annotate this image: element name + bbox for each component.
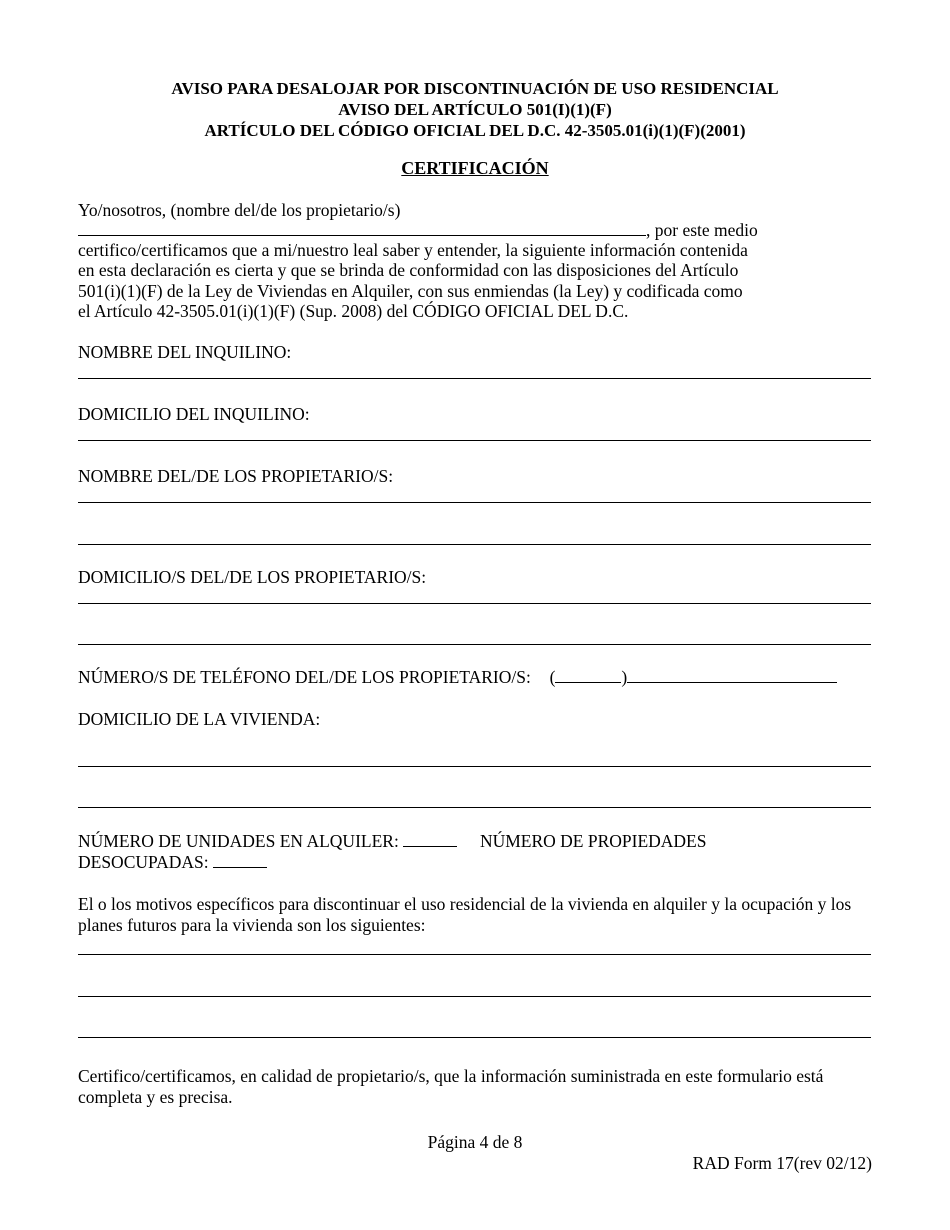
vacant-properties-label-2: DESOCUPADAS: [78, 852, 209, 872]
vacant-properties-label: NÚMERO DE PROPIEDADES [479, 831, 707, 851]
rental-units-label: NÚMERO DE UNIDADES EN ALQUILER: [78, 831, 399, 851]
owner-phone-row [78, 667, 837, 688]
reasons-input-1[interactable] [78, 954, 871, 955]
page-number: Página 4 de 8 [427, 1132, 523, 1152]
certification-title: CERTIFICACIÓN [401, 158, 549, 178]
housing-address-label: DOMICILIO DE LA VIVIENDA: [78, 709, 321, 729]
owner-phone-label: NÚMERO/S DE TELÉFONO DEL/DE LOS PROPIETARIO/S: [78, 667, 531, 687]
certification-body-line1: certifico/certificamos que a mi/nuestro leal saber y entender, la siguiente información contenida [78, 240, 748, 260]
closing-certification-text: Certifico/certificamos, en calidad de propietario/s, que la información suministrada en este formulario está completa y es precisa. [78, 1066, 824, 1107]
owner-phone-number-input[interactable] [627, 668, 837, 683]
housing-address-input-2[interactable] [78, 807, 871, 808]
form-identifier: RAD Form 17(rev 02/12) [692, 1153, 872, 1173]
header-title-line2: AVISO DEL ARTÍCULO 501(I)(1)(F) [338, 100, 612, 119]
owner-name-input-1[interactable] [78, 502, 871, 503]
owner-name-intro-label: Yo/nosotros, (nombre del/de los propietario/s) [78, 200, 401, 220]
tenant-address-label: DOMICILIO DEL INQUILINO: [78, 404, 310, 424]
rental-units-input[interactable] [403, 832, 457, 847]
rental-units-row [78, 831, 706, 852]
owner-name-input-2[interactable] [78, 544, 871, 545]
area-code-open: ( [549, 667, 556, 687]
housing-address-input-1[interactable] [78, 766, 871, 767]
owner-name-intro-input[interactable] [78, 221, 646, 236]
reasons-input-3[interactable] [78, 1037, 871, 1038]
tenant-name-input[interactable] [78, 378, 871, 379]
vacant-properties-row [78, 852, 267, 873]
vacant-properties-input[interactable] [213, 853, 267, 868]
reasons-text: El o los motivos específicos para discontinuar el uso residencial de la vivienda en alquiler y la ocupación y los planes futuros para la vivienda son los siguientes: [78, 894, 852, 935]
owner-address-input-1[interactable] [78, 603, 871, 604]
owner-phone-area-code-input[interactable] [555, 668, 621, 683]
reasons-input-2[interactable] [78, 996, 871, 997]
owner-name-label: NOMBRE DEL/DE LOS PROPIETARIO/S: [78, 466, 394, 486]
owner-name-intro-line [78, 220, 758, 241]
header-title-line3: ARTÍCULO DEL CÓDIGO OFICIAL DEL D.C. 42-3505.01(i)(1)(F)(2001) [204, 121, 746, 140]
certification-body-line3: 501(i)(1)(F) de la Ley de Viviendas en Alquiler, con sus enmiendas (la Ley) y codificada como [78, 281, 743, 301]
header-title-line1: AVISO PARA DESALOJAR POR DISCONTINUACIÓN DE USO RESIDENCIAL [171, 79, 779, 98]
tenant-address-input[interactable] [78, 440, 871, 441]
owner-address-input-2[interactable] [78, 644, 871, 645]
certification-body-line2: en esta declaración es cierta y que se brinda de conformidad con las disposiciones del Artículo [78, 260, 739, 280]
certification-body-line4: el Artículo 42-3505.01(i)(1)(F) (Sup. 2008) del CÓDIGO OFICIAL DEL D.C. [78, 301, 629, 321]
area-code-close: ) [621, 667, 628, 687]
intro-suffix: , por este medio [646, 220, 758, 240]
owner-address-label: DOMICILIO/S DEL/DE LOS PROPIETARIO/S: [78, 567, 427, 587]
tenant-name-label: NOMBRE DEL INQUILINO: [78, 342, 292, 362]
